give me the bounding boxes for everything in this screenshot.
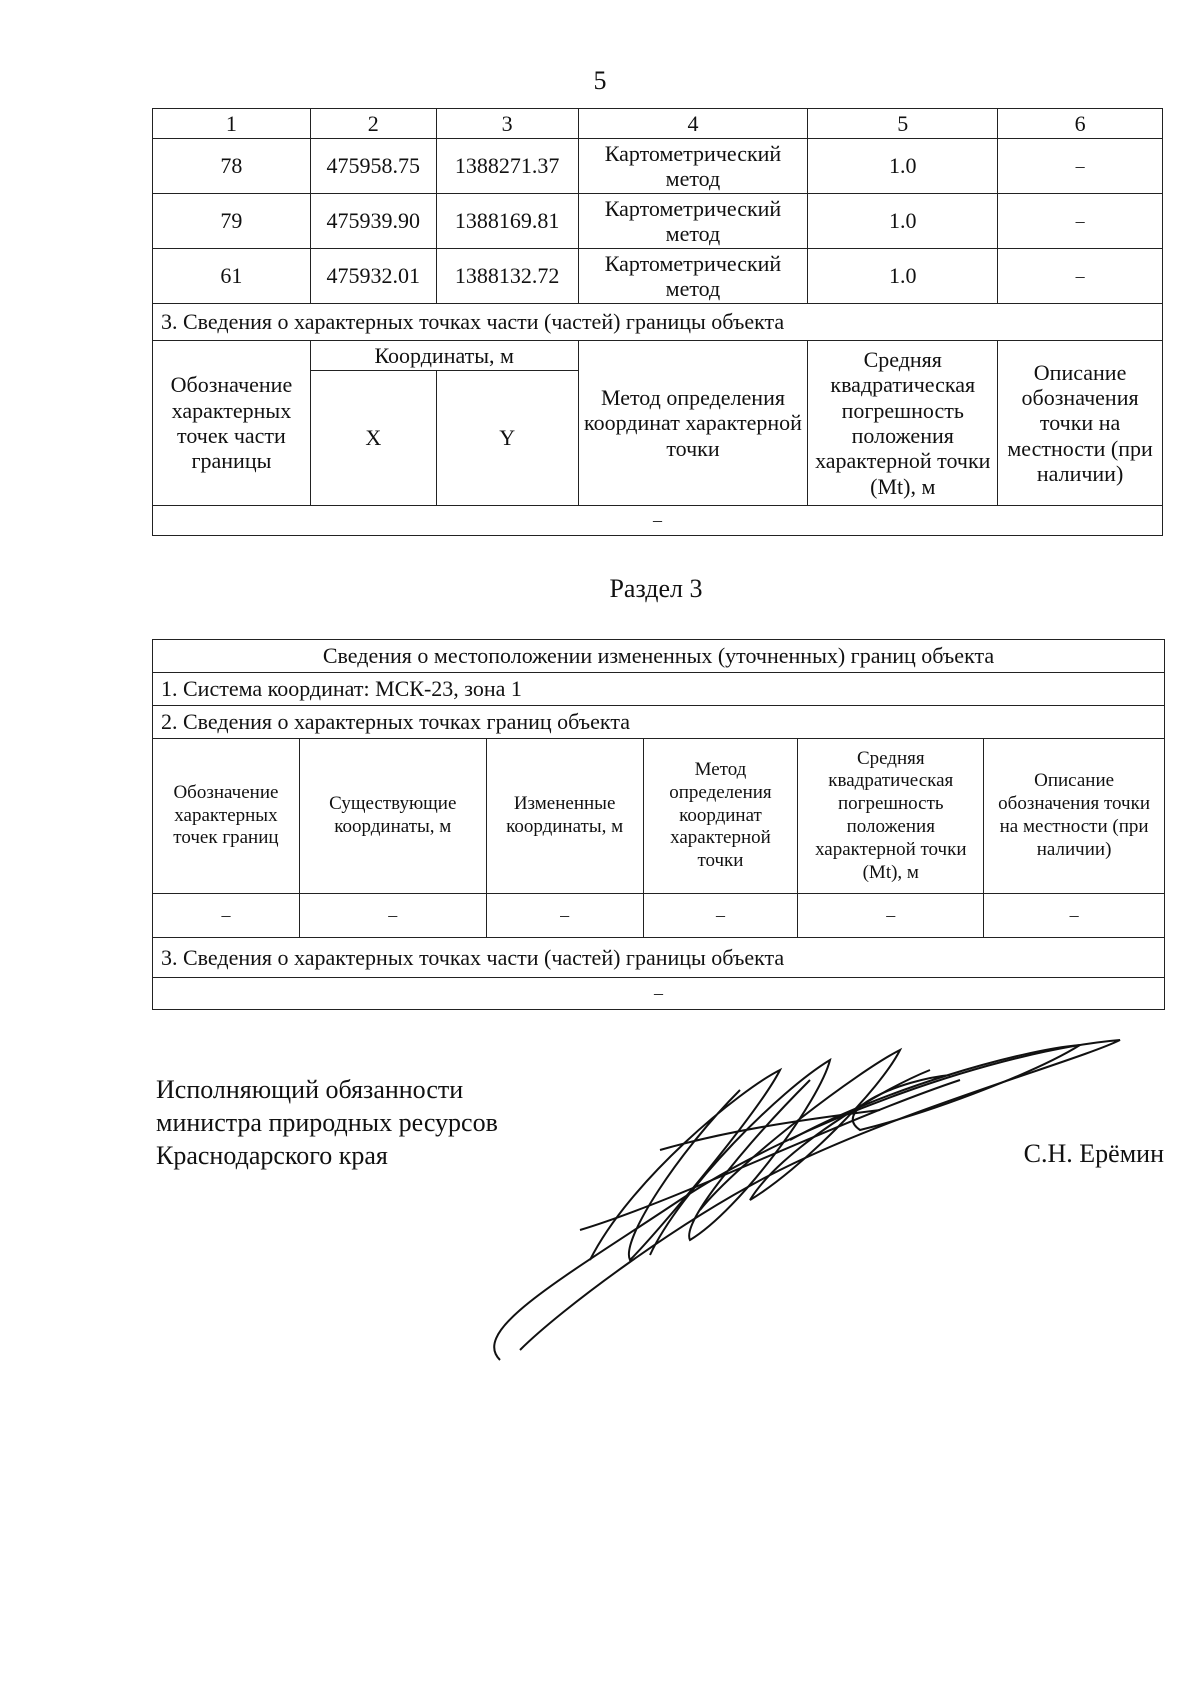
cell-dash: – bbox=[798, 894, 984, 938]
empty-row bbox=[153, 978, 1165, 1010]
description: – bbox=[998, 139, 1163, 194]
table-row bbox=[153, 894, 1165, 938]
coord-system-row bbox=[153, 673, 1165, 706]
col-number: 1 bbox=[153, 109, 311, 139]
empty-marker: – bbox=[153, 978, 1165, 1010]
point-id: 61 bbox=[153, 249, 311, 304]
header-error: Средняя квадратическая погрешность положения характерной точки (Mt), м bbox=[808, 341, 998, 506]
empty-row bbox=[153, 506, 1163, 536]
handwritten-signature bbox=[480, 1030, 1140, 1370]
header-method: Метод определения координат характерной точки bbox=[643, 739, 798, 894]
col-number: 2 bbox=[310, 109, 436, 139]
header-description: Описание обозначения точки на местности (при наличии) bbox=[984, 739, 1165, 894]
section-title: 3. Сведения о характерных точках части (частей) границы объекта bbox=[153, 938, 1165, 978]
col-number: 6 bbox=[998, 109, 1163, 139]
coord-system: 1. Система координат: МСК-23, зона 1 bbox=[153, 673, 1165, 706]
header-x: X bbox=[310, 371, 436, 506]
header-y: Y bbox=[436, 371, 578, 506]
points-title-row bbox=[153, 706, 1165, 739]
cell-dash: – bbox=[643, 894, 798, 938]
coord-x: 475958.75 bbox=[310, 139, 436, 194]
boundary-points-table bbox=[152, 108, 1163, 536]
section-title-row bbox=[153, 938, 1165, 978]
method: Картометрический метод bbox=[578, 139, 808, 194]
header-error: Средняя квадратическая погрешность положения характерной точки (Mt), м bbox=[798, 739, 984, 894]
header-row bbox=[153, 739, 1165, 894]
table-title-row bbox=[153, 640, 1165, 673]
method: Картометрический метод bbox=[578, 249, 808, 304]
signatory-line: Краснодарского края bbox=[156, 1141, 388, 1170]
table-row bbox=[153, 194, 1163, 249]
coord-y: 1388132.72 bbox=[436, 249, 578, 304]
points-title: 2. Сведения о характерных точках границ объекта bbox=[153, 706, 1165, 739]
header-coordinates: Координаты, м bbox=[310, 341, 578, 371]
header-designation: Обозначение характерных точек части границы bbox=[153, 341, 311, 506]
description: – bbox=[998, 249, 1163, 304]
error: 1.0 bbox=[808, 194, 998, 249]
signatory-line: министра природных ресурсов bbox=[156, 1108, 498, 1137]
section-title: 3. Сведения о характерных точках части (частей) границы объекта bbox=[153, 304, 1163, 341]
header-row bbox=[153, 341, 1163, 371]
coord-x: 475932.01 bbox=[310, 249, 436, 304]
method: Картометрический метод bbox=[578, 194, 808, 249]
description: – bbox=[998, 194, 1163, 249]
error: 1.0 bbox=[808, 249, 998, 304]
table-title: Сведения о местоположении измененных (уточненных) границ объекта bbox=[153, 640, 1165, 673]
signatory-line: Исполняющий обязанности bbox=[156, 1075, 464, 1104]
changed-boundaries-table bbox=[152, 639, 1165, 1010]
page-number: 5 bbox=[593, 66, 607, 95]
col-number: 5 bbox=[808, 109, 998, 139]
column-number-row bbox=[153, 109, 1163, 139]
point-id: 78 bbox=[153, 139, 311, 194]
cell-dash: – bbox=[153, 894, 300, 938]
header-method: Метод определения координат характерной точки bbox=[578, 341, 808, 506]
header-designation: Обозначение характерных точек границ bbox=[153, 739, 300, 894]
col-number: 4 bbox=[578, 109, 808, 139]
cell-dash: – bbox=[486, 894, 643, 938]
coord-y: 1388169.81 bbox=[436, 194, 578, 249]
table-row bbox=[153, 139, 1163, 194]
header-description: Описание обозначения точки на местности (при наличии) bbox=[998, 341, 1163, 506]
header-changed: Измененные координаты, м bbox=[486, 739, 643, 894]
point-id: 79 bbox=[153, 194, 311, 249]
coord-y: 1388271.37 bbox=[436, 139, 578, 194]
error: 1.0 bbox=[808, 139, 998, 194]
empty-marker: – bbox=[153, 506, 1163, 536]
coord-x: 475939.90 bbox=[310, 194, 436, 249]
cell-dash: – bbox=[984, 894, 1165, 938]
col-number: 3 bbox=[436, 109, 578, 139]
cell-dash: – bbox=[299, 894, 486, 938]
section-title-row bbox=[153, 304, 1163, 341]
table-row bbox=[153, 249, 1163, 304]
signatory-title bbox=[156, 1073, 498, 1172]
section-heading: Раздел 3 bbox=[609, 574, 703, 603]
signer-name: С.Н. Ерёмин bbox=[1023, 1139, 1164, 1168]
header-existing: Существующие координаты, м bbox=[299, 739, 486, 894]
